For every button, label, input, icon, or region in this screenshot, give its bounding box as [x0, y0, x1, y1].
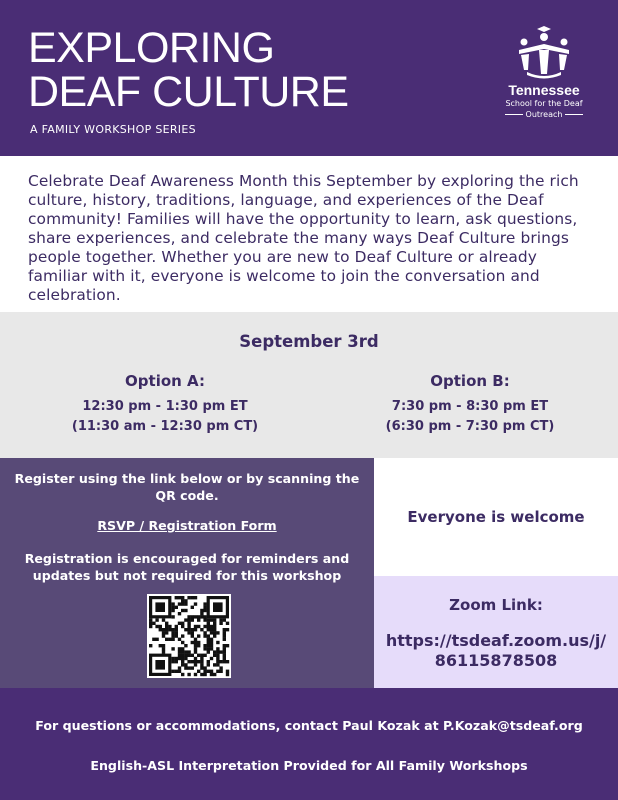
zoom-label: Zoom Link: [449, 596, 543, 614]
rsvp-registration-link[interactable]: RSVP / Registration Form [97, 518, 277, 533]
title-line-1: EXPLORING [28, 24, 275, 72]
option-a-time-et: 12:30 pm - 1:30 pm ET [82, 399, 248, 414]
option-a-time-ct: (11:30 am - 12:30 pm CT) [71, 419, 259, 434]
option-b [345, 372, 595, 434]
page-title [28, 26, 349, 114]
intro-paragraph: Celebrate Deaf Awareness Month this September by exploring the rich culture, history, traditions, language, and experiences of the Deaf community! Families will have the opportunity to learn, ask questions, share experiences, and celebrate the many ways Deaf Culture brings people together. Whether you are new to Deaf Culture or already familiar with it, everyone is welcome to join the conversation and celebration. [28, 172, 579, 304]
option-b-label: Option B: [430, 372, 510, 390]
option-a-label: Option A: [125, 372, 205, 390]
option-b-time-et: 7:30 pm - 8:30 pm ET [391, 399, 549, 414]
event-date: September 3rd [239, 332, 379, 351]
welcome-text: Everyone is welcome [407, 508, 585, 526]
title-line-2: DEAF CULTURE [28, 68, 349, 116]
welcome-box [374, 458, 618, 576]
schedule-section [0, 312, 618, 458]
contact-info: For questions or accommodations, contact Paul Kozak at P.Kozak@tsdeaf.org [35, 718, 583, 733]
tsd-logo-icon [517, 24, 571, 80]
register-instructions: Register using the link below or by scanning the QR code. [14, 471, 360, 503]
zoom-box [374, 576, 618, 688]
zoom-url-link[interactable]: https://tsdeaf.zoom.us/j/86115878508 [385, 631, 607, 670]
qr-code-icon[interactable] [147, 594, 231, 678]
logo-department: Outreach [494, 110, 594, 119]
qr-code-graphic [147, 594, 231, 678]
option-a [40, 372, 290, 434]
logo-name: Tennessee [508, 82, 580, 98]
registration-note: Registration is encouraged for reminders and updates but not required for this workshop [24, 551, 350, 583]
register-section [0, 458, 374, 688]
tsd-logo [494, 24, 594, 119]
footer-banner [0, 688, 618, 800]
page-subtitle: A FAMILY WORKSHOP SERIES [30, 123, 196, 136]
option-b-time-ct: (6:30 pm - 7:30 pm CT) [385, 419, 555, 434]
header-banner [0, 0, 618, 156]
interpretation-note: English-ASL Interpretation Provided for All Family Workshops [90, 758, 528, 773]
logo-school: School for the Deaf [505, 99, 583, 108]
